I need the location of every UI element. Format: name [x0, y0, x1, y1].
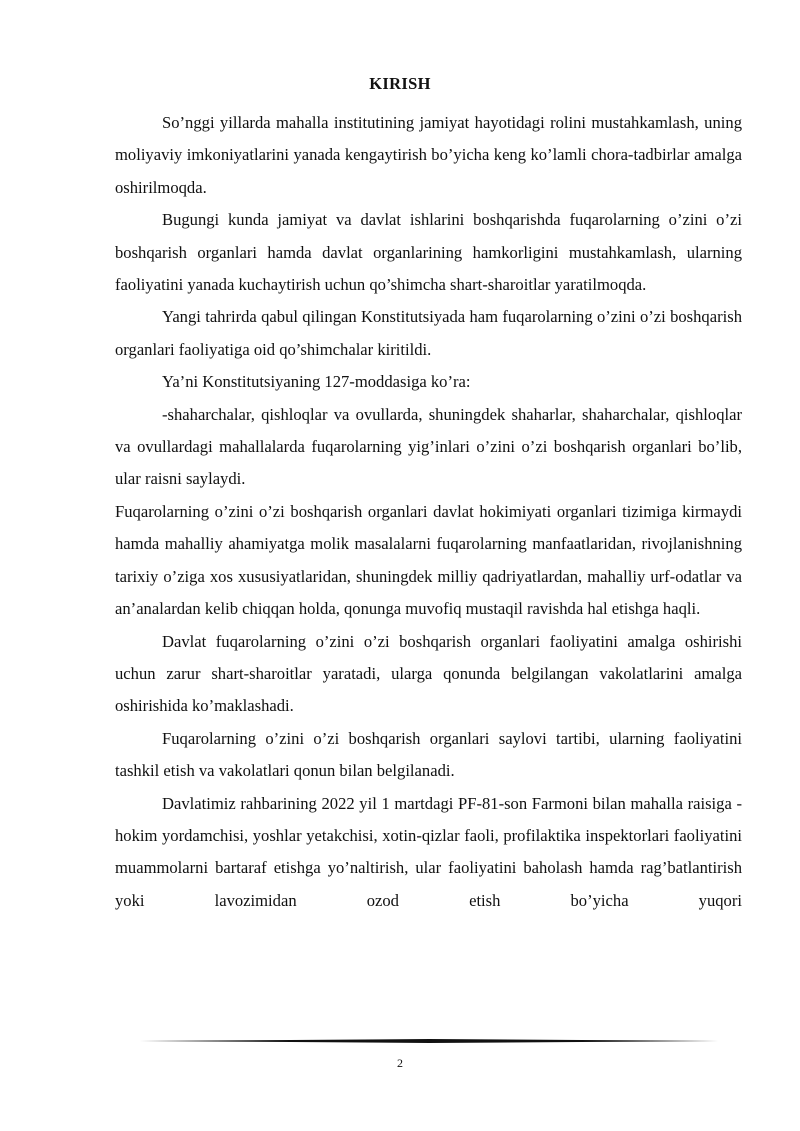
paragraph: So’nggi yillarda mahalla institutining jamiyat hayotidagi rolini mustahkamlash, uning moliyaviy imkoniyatlarini yanada kengaytirish bo’yicha keng ko’lamli chora-tadbirlar amalga oshirilmoqda.	[115, 113, 742, 197]
page-number: 2	[397, 1056, 403, 1070]
paragraph: Ya’ni Konstitutsiyaning 127-moddasiga ko’ra:	[162, 372, 471, 392]
paragraph: Davlat fuqarolarning o’zini o’zi boshqarish organlari faoliyatini amalga oshirishi uchun zarur shart-sharoitlar yaratadi, ularga qonunda belgilangan vakolatlarini amalga oshirishida ko’maklashadi.	[115, 631, 742, 716]
paragraph: Bugungi kunda jamiyat va davlat ishlarini boshqarishda fuqarolarning o’zini o’zi boshqarish organlari hamda davlat organlarining hamkorligini mustahkamlash, ularning faoliyatini yanada kuchaytirish uchun qo’shimcha shart-sharoitlar yaratilmoqda.	[115, 210, 742, 295]
footer-rule	[140, 1039, 718, 1043]
paragraph: Fuqarolarning o’zini o’zi boshqarish organlari davlat hokimiyati organlari tizimiga kirmaydi hamda mahalliy ahamiyatga molik masalalarni fuqarolarning manfaatlaridan, rivojlanishning tarixiy o’ziga xos xususiyatlaridan, shuningdek milliy qadriyatlardan, mahalliy urf-odatlar va an’analardan kelib chiqqan holda, qonunga muvofiq mustaqil ravishda hal etishga haqli.	[115, 501, 742, 619]
paragraph: -shaharchalar, qishloqlar va ovullarda, shuningdek shaharlar, shaharchalar, qishloqlar va ovullardagi mahallalarda fuqarolarning yig’inlari o’zini o’zi boshqarish organlari bo’lib, ular raisni saylaydi.	[115, 404, 742, 489]
document-body	[115, 107, 742, 917]
paragraph: Yangi tahrirda qabul qilingan Konstitutsiyada ham fuqarolarning o’zini o’zi boshqarish organlari faoliyatiga oid qo’shimchalar kiritildi.	[115, 307, 742, 359]
paragraph: Davlatimiz rahbarining 2022 yil 1 martdagi PF-81-son Farmoni bilan mahalla raisiga - hokim yordamchisi, yoshlar yetakchisi, xotin-qizlar faoli, profilaktika inspektorlari faoliyatini muammolarni bartaraf etishga yo’naltirish, ular faoliyatini baholash hamda rag’batlantirish yoki lavozimidan ozod etish bo’yicha yuqori	[115, 793, 742, 910]
document-title: KIRISH	[369, 74, 431, 93]
paragraph: Fuqarolarning o’zini o’zi boshqarish organlari saylovi tartibi, ularning faoliyatini tashkil etish va vakolatlari qonun bilan belgilanadi.	[115, 728, 742, 781]
